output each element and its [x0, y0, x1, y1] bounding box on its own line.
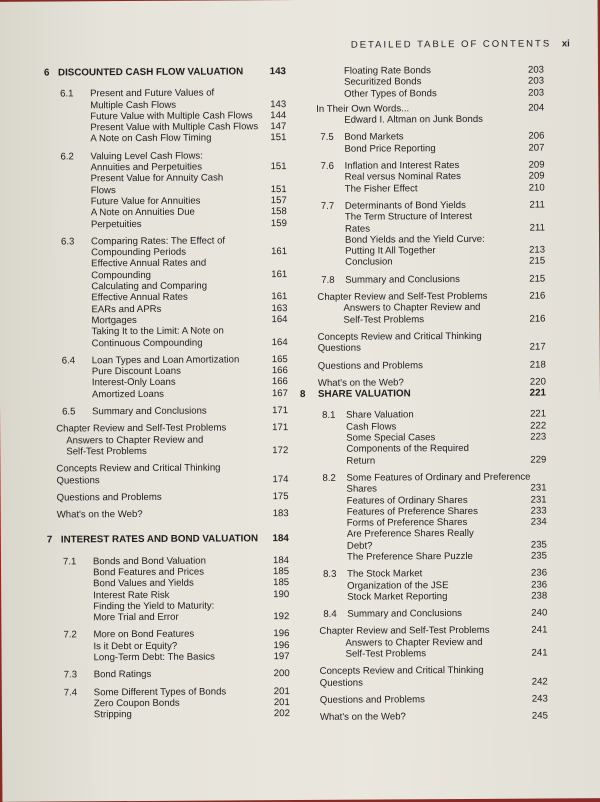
toc-entry-title: Concepts Review and Critical Thinking	[56, 462, 221, 475]
toc-entry-page: 201	[273, 685, 290, 697]
toc-entry	[300, 142, 544, 155]
toc-entry-title: Bond Yields and the Yield Curve:	[344, 233, 485, 246]
toc-entry	[36, 445, 288, 458]
toc-entry-page: 190	[273, 588, 290, 600]
toc-entry-title: Answers to Chapter Review and	[66, 434, 204, 447]
toc-entry-title: Putting It All Together	[345, 245, 436, 257]
toc-entry-title: Comparing Rates: The Effect of	[90, 235, 226, 248]
toc-entry-title: A Note on Annuities Due	[90, 206, 195, 219]
toc-entry-title: Return	[346, 455, 376, 467]
toc-entry-title: EARs and APRs	[91, 303, 162, 315]
toc-entry-title: Valuing Level Cash Flows:	[90, 150, 203, 163]
toc-entry-title: Some Features of Ordinary and Preference	[346, 471, 531, 484]
toc-entry-number: 7.1	[62, 556, 77, 568]
toc-entry-page: 229	[530, 454, 547, 466]
toc-entry-number: 8.2	[322, 472, 336, 484]
toc-left-column	[34, 66, 290, 721]
toc-entry-page: 223	[530, 431, 547, 443]
toc-entry-title: Some Special Cases	[346, 432, 436, 444]
toc-entry-page: 236	[531, 567, 548, 579]
toc-entry-page: 213	[529, 244, 546, 256]
toc-entry-page: 151	[270, 183, 287, 195]
toc-entry-title: Inflation and Interest Rates	[344, 160, 460, 172]
toc-entry-page: 163	[271, 302, 288, 314]
toc-entry-title: What's on the Web?	[56, 509, 143, 521]
toc-entry-page: 172	[272, 444, 289, 457]
toc-entry-number: 8.3	[323, 569, 337, 581]
toc-entry-title: More on Bond Features	[93, 629, 195, 641]
toc-entry-page: 166	[271, 365, 288, 377]
toc-entry-title: Rates	[344, 223, 371, 235]
toc-entry-title: Bonds and Bond Valuation	[92, 555, 206, 567]
toc-entry-title: Continuous Compounding	[91, 337, 203, 349]
toc-entry-page: 201	[273, 697, 290, 709]
toc-entry-title: Shares	[346, 483, 377, 495]
toc-entry-title: More Trial and Error	[93, 611, 179, 624]
toc-entry-title: INTEREST RATES AND BOND VALUATION	[60, 533, 259, 546]
toc-entry-title: Features of Ordinary Shares	[346, 494, 468, 507]
toc-entry-page: 196	[273, 639, 290, 651]
toc-entry-page: 171	[272, 422, 289, 434]
toc-entry-title: Finding the Yield to Maturity:	[93, 600, 215, 613]
toc-entry-page: 192	[273, 611, 290, 623]
toc-entry-title: Self-Test Problems	[66, 445, 147, 458]
toc-entry	[37, 533, 289, 546]
page-number: xi	[561, 38, 570, 50]
toc-entry-page: 233	[530, 505, 547, 517]
toc-entry-title: The Preference Share Puzzle	[346, 550, 473, 563]
toc-entry-page: 144	[270, 109, 287, 122]
toc-entry-page: 231	[530, 493, 547, 506]
toc-entry	[301, 273, 545, 286]
toc-entry	[36, 474, 288, 487]
toc-entry-page: 234	[530, 516, 547, 528]
toc-entry-page: 210	[528, 182, 545, 194]
toc-entry-number: 6.4	[61, 355, 76, 367]
toc-entry-title: Amortized Loans	[91, 388, 164, 400]
toc-entry-page: 164	[271, 314, 288, 326]
toc-entry	[37, 508, 289, 521]
toc-entry-title: Self-Test Problems	[343, 313, 425, 326]
toc-entry-title: DISCOUNTED CASH FLOW VALUATION	[57, 66, 244, 79]
toc-entry-title: Present Value with Multiple Cash Flows	[90, 121, 259, 134]
toc-entry-title: Questions	[56, 474, 100, 486]
toc-entry-title: Bond Features and Prices	[93, 566, 205, 579]
toc-entry-title: Features of Preference Shares	[346, 505, 478, 518]
toc-entry-page: 217	[529, 341, 546, 353]
toc-entry	[302, 359, 546, 372]
toc-entry-page: 218	[529, 359, 546, 371]
toc-entry	[36, 337, 288, 350]
toc-entry-number: 8.1	[322, 410, 336, 422]
toc-entry-title: Questions	[319, 677, 363, 689]
toc-entry-title: Multiple Cash Flows	[90, 99, 177, 111]
toc-entry-number: 7.7	[320, 200, 335, 212]
toc-entry-title: Summary and Conclusions	[345, 273, 460, 286]
toc-entry-page: 197	[273, 651, 290, 663]
toc-entry-page: 240	[531, 607, 548, 619]
toc-entry-title: A Note on Cash Flow Timing	[90, 133, 212, 145]
toc-entry	[302, 454, 546, 467]
toc-entry-title: Bond Price Reporting	[344, 142, 436, 155]
toc-entry	[37, 491, 289, 504]
toc-entry-page: 238	[531, 590, 548, 602]
toc-entry-title: Answers to Chapter Review and	[345, 636, 483, 649]
toc-entry-title: Components of the Required	[346, 443, 470, 456]
toc-entry-page: 183	[272, 508, 289, 520]
toc-entry	[38, 668, 290, 681]
toc-entry-title: Stock Market Reporting	[347, 590, 448, 603]
toc-entry-number: 7.4	[63, 687, 78, 699]
toc-entry-page: 161	[271, 268, 288, 280]
toc-entry-number: 6.2	[60, 151, 74, 163]
toc-entry-page: 184	[272, 554, 290, 566]
toc-entry-title: Questions	[317, 342, 361, 355]
toc-entry-title: Effective Annual Rates and	[91, 258, 207, 270]
toc-entry-title: Floating Rate Bonds	[343, 65, 431, 77]
toc-entry-page: 147	[270, 121, 287, 133]
toc-entry-title: The Fisher Effect	[344, 182, 418, 195]
toc-entry-number: 7.6	[320, 160, 334, 172]
toc-entry-title: Stripping	[93, 709, 132, 721]
toc-entry-number: 7.3	[63, 669, 78, 681]
toc-entry-page: 209	[528, 159, 545, 171]
toc-entry-title: Securitized Bonds	[344, 76, 422, 89]
toc-entry-title: The Stock Market	[347, 568, 423, 580]
toc-entry-title: Summary and Conclusions	[92, 405, 207, 418]
toc-entry-page: 215	[529, 273, 546, 285]
running-head-title: DETAILED TABLE OF CONTENTS	[350, 38, 552, 51]
toc-entry	[303, 590, 547, 603]
toc-entry	[34, 66, 286, 79]
toc-entry	[304, 676, 548, 689]
toc-entry-page: 220	[529, 376, 546, 388]
toc-entry-title: Some Different Types of Bonds	[93, 686, 227, 698]
toc-entry-title: Questions and Problems	[317, 359, 423, 372]
toc-entry-title: Compounding	[91, 269, 152, 282]
toc-entry-title: Cash Flows	[346, 421, 397, 433]
toc-entry-number: 6	[43, 67, 50, 79]
toc-entry-page: 161	[271, 291, 288, 303]
toc-entry-title: Summary and Conclusions	[347, 608, 462, 620]
toc-entry-title: Compounding Periods	[91, 246, 187, 259]
toc-entry-title: Determinants of Bond Yields	[344, 199, 466, 212]
toc-entry-title: Pure Discount Loans	[91, 365, 181, 378]
toc-entry-title: Concepts Review and Critical Thinking	[317, 330, 482, 343]
toc-entry-page: 242	[531, 676, 548, 688]
toc-entry-title: Zero Coupon Bonds	[93, 697, 180, 710]
toc-entry-page: 166	[271, 376, 288, 388]
toc-entry	[302, 342, 546, 355]
toc-entry-page: 235	[530, 539, 547, 551]
toc-entry-page: 165	[271, 353, 288, 365]
toc-entry-number: 8.4	[323, 608, 337, 621]
toc-entry-page: 209	[528, 170, 545, 182]
toc-entry-number: 8	[299, 389, 306, 401]
toc-entry-title: Taking It to the Limit: A Note on	[91, 325, 224, 338]
toc-entry-page: 161	[271, 246, 288, 258]
toc-entry-page: 236	[531, 579, 548, 591]
toc-entry	[301, 313, 545, 326]
toc-entry-title: Bond Values and Yields	[93, 577, 194, 590]
toc-entry-page: 151	[270, 161, 287, 173]
toc-entry	[38, 651, 290, 664]
toc-entry-title: Chapter Review and Self-Test Problems	[319, 625, 490, 638]
toc-entry-page: 243	[531, 693, 548, 705]
toc-entry-page: 203	[528, 87, 545, 99]
toc-entry-title: Self-Test Problems	[345, 648, 427, 660]
toc-entry-title: What's on the Web?	[319, 711, 406, 724]
toc-entry-title: In Their Own Words...	[316, 103, 410, 115]
toc-entry-page: 143	[270, 98, 287, 110]
toc-entry-title: Interest-Only Loans	[91, 377, 176, 389]
toc-right-column	[300, 65, 548, 724]
toc-entry-page: 231	[530, 482, 547, 494]
toc-entry-title: Chapter Review and Self-Test Problems	[317, 290, 488, 303]
toc-entry-page: 241	[531, 647, 548, 659]
toc-entry-number: 7.5	[320, 132, 334, 144]
toc-entry-title: Organization of the JSE	[347, 579, 449, 592]
toc-entry	[34, 133, 286, 146]
toc-entry-title: Other Types of Bonds	[344, 87, 437, 100]
toc-entry-title: Chapter Review and Self-Test Problems	[56, 422, 227, 435]
toc-entry-title: Real versus Nominal Rates	[344, 171, 461, 184]
toc-entry-page: 216	[529, 290, 546, 302]
toc-entry-title: SHARE VALUATION	[317, 388, 411, 401]
toc-entry-page: 221	[530, 408, 547, 421]
toc-entry-page: 221	[529, 387, 546, 399]
toc-entry-title: Forms of Preference Shares	[346, 517, 468, 529]
toc-entry-title: The Term Structure of Interest	[344, 211, 473, 223]
toc-entry-number: 6.5	[62, 406, 76, 418]
toc-entry	[36, 388, 288, 401]
toc-entry-title: Debt?	[346, 540, 373, 552]
toc-entry	[303, 550, 547, 563]
toc-entry-page: 206	[528, 130, 545, 143]
toc-entry	[303, 608, 547, 621]
toc-entry-page: 216	[529, 313, 546, 325]
toc-entry-page: 174	[272, 473, 289, 485]
toc-entry	[38, 708, 290, 721]
toc-entry-page: 207	[528, 142, 545, 154]
toc-entry-title: Future Value with Multiple Cash Flows	[90, 110, 253, 123]
toc-entry-title: Is it Debt or Equity?	[93, 640, 178, 653]
toc-entry-title: Calculating and Comparing	[91, 280, 208, 293]
toc-entry-page: 215	[529, 255, 546, 268]
toc-entry-title: Bond Markets	[344, 131, 404, 144]
toc-entry-title: Questions and Problems	[56, 491, 162, 504]
toc-entry-page: 175	[272, 490, 289, 502]
toc-entry	[37, 611, 289, 624]
toc-entry-page: 157	[270, 195, 287, 207]
toc-entry-page: 211	[529, 222, 545, 234]
toc-entry-page: 143	[269, 66, 287, 78]
toc-entry-title: Questions and Problems	[319, 694, 425, 706]
toc-entry-page: 184	[272, 533, 289, 545]
toc-entry-title: Perpetuities	[90, 218, 142, 230]
toc-entry-title: Answers to Chapter Review and	[343, 302, 481, 315]
toc-entry-page: 204	[528, 102, 545, 114]
toc-entry-title: Annuities and Perpetuities	[90, 161, 203, 174]
toc-entry-title: Conclusion	[345, 256, 393, 269]
toc-entry-title: Effective Annual Rates	[91, 292, 188, 304]
toc-entry	[35, 218, 287, 231]
toc-entry-title: Long-Term Debt: The Basics	[93, 651, 216, 664]
toc-entry-title: Future Value for Annuities	[90, 195, 201, 208]
toc-entry-page: 235	[530, 550, 547, 562]
toc-entry-page: 203	[527, 64, 545, 76]
toc-entry-number: 7.2	[63, 629, 77, 641]
toc-entry-title: Interest Rate Risk	[93, 589, 170, 601]
toc-entry-number: 7	[46, 534, 53, 546]
toc-entry-number: 6.3	[60, 236, 75, 248]
toc-entry	[300, 87, 544, 100]
toc-entry-page: 185	[272, 566, 290, 578]
toc-entry-page: 222	[530, 420, 547, 432]
toc-entry-page: 171	[272, 405, 289, 417]
running-head	[351, 38, 570, 50]
toc-entry-page: 158	[270, 206, 287, 218]
toc-entry-page: 196	[273, 628, 290, 640]
toc-entry-page: 202	[273, 708, 290, 720]
toc-entry	[304, 693, 548, 706]
toc-entry-page: 200	[273, 668, 290, 680]
toc-entry-title: Are Preference Shares Really	[346, 528, 474, 541]
toc-entry-title: What's on the Web?	[317, 377, 404, 389]
toc-entry-page: 185	[273, 577, 290, 589]
toc-entry-title: Edward I. Altman on Junk Bonds	[344, 114, 483, 126]
toc-entry-title: Bond Ratings	[93, 669, 152, 681]
toc-entry-page: 151	[270, 132, 287, 144]
toc-entry-page: 167	[271, 387, 288, 399]
toc-entry-title: Concepts Review and Critical Thinking	[319, 665, 484, 678]
toc-entry-title: Present and Future Values of	[90, 87, 215, 100]
toc-entry-number: 7.8	[321, 274, 335, 286]
toc-entry	[300, 114, 544, 127]
toc-entry	[304, 711, 548, 724]
toc-entry-page: 203	[528, 75, 545, 87]
toc-entry	[299, 387, 546, 401]
toc-entry-title: Mortgages	[91, 314, 137, 327]
toc-entry-page: 164	[271, 336, 288, 348]
toc-entry-title: Flows	[90, 184, 116, 196]
toc-entry	[301, 256, 545, 269]
toc-entry	[301, 182, 545, 195]
toc-entry-title: Share Valuation	[346, 409, 414, 422]
toc-entry-page: 159	[270, 217, 287, 229]
toc-entry-title: Present Value for Annuity Cash	[90, 172, 224, 185]
toc-entry	[36, 405, 288, 418]
toc-entry-page: 241	[531, 624, 548, 637]
toc-entry-title: Loan Types and Loan Amortization	[91, 354, 240, 367]
toc-entry-page: 245	[531, 710, 548, 722]
toc-entry-page: 211	[529, 199, 545, 211]
toc-entry-number: 6.1	[60, 88, 74, 100]
toc-entry	[304, 648, 548, 661]
